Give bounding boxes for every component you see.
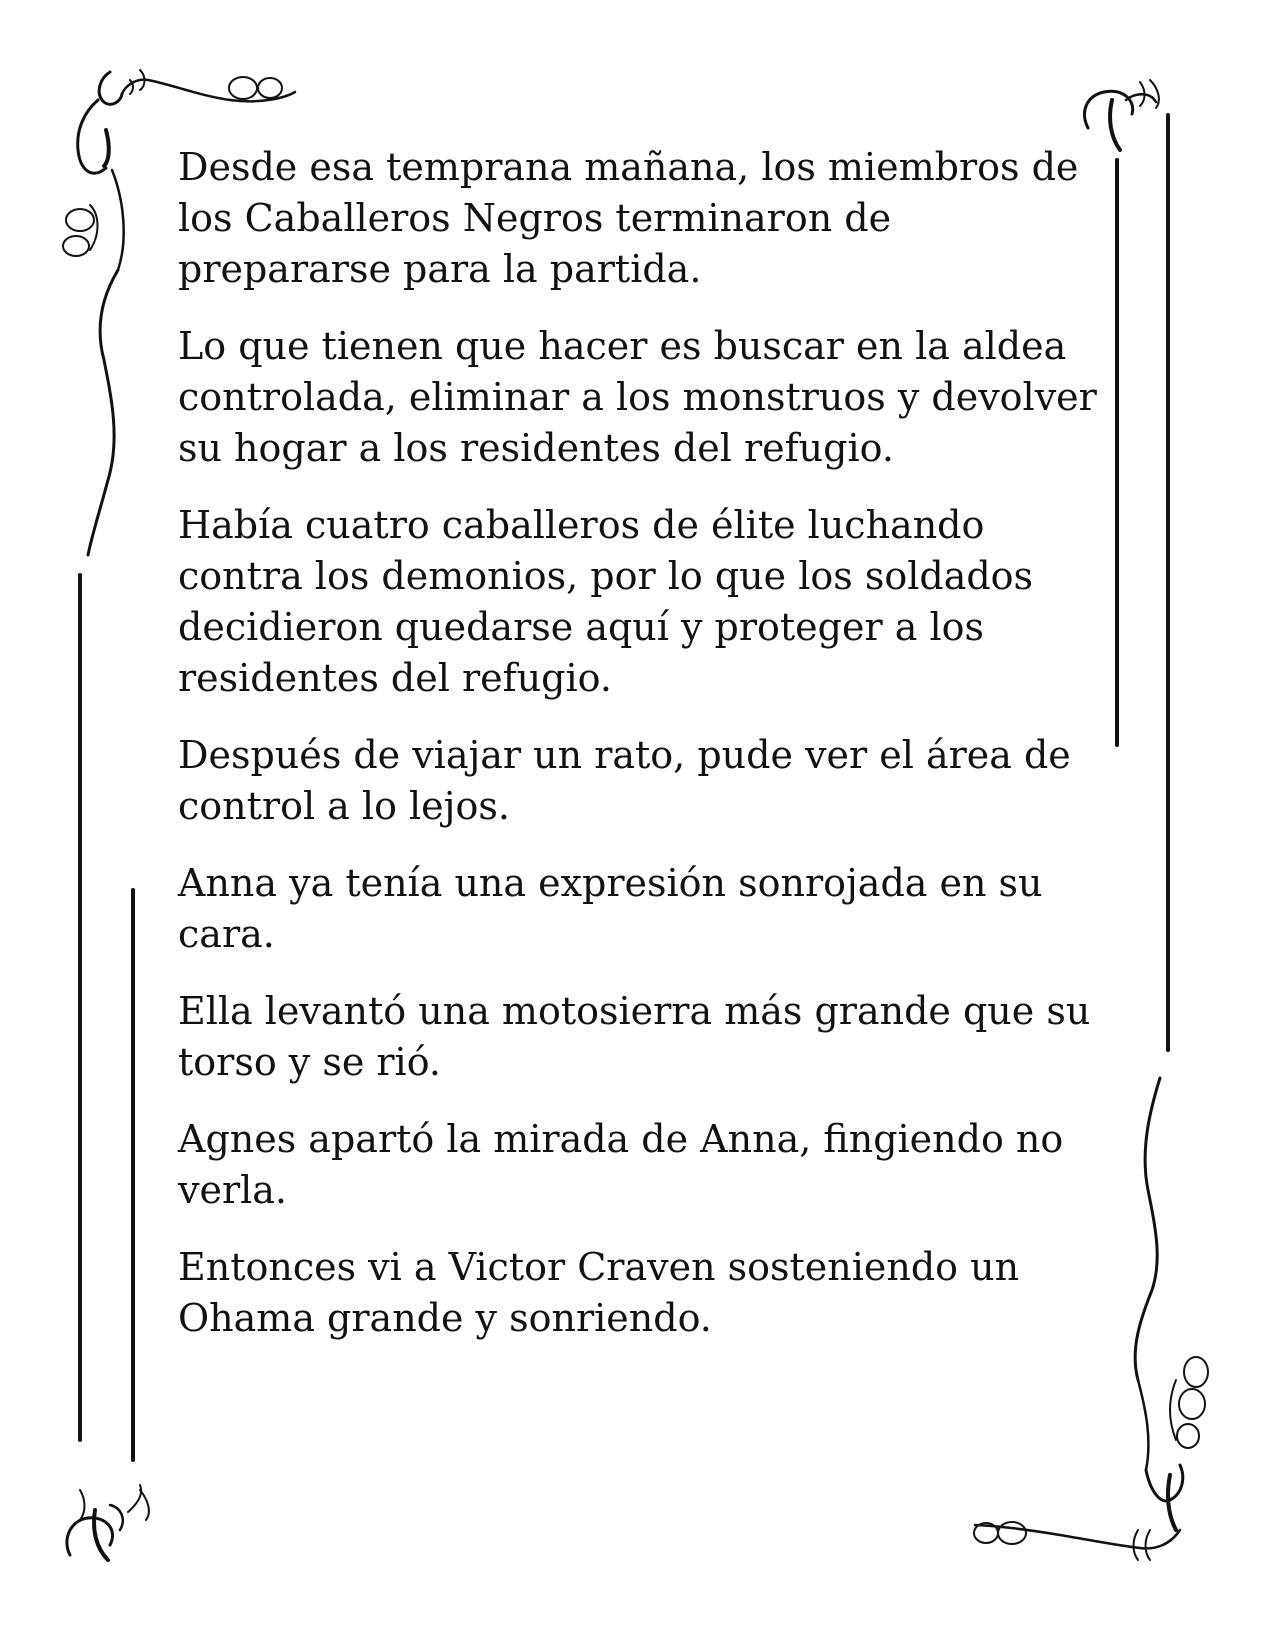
paragraph: Había cuatro caballeros de élite luchando contra los demonios, por lo que los soldados decidieron quedarse aquí y proteger a los residentes del refugio. <box>178 503 1034 700</box>
paragraph: Entonces vi a Victor Craven sosteniendo un Ohama grande y sonriendo. <box>178 1245 1020 1340</box>
body-text <box>178 142 1108 1370</box>
paragraph: Desde esa temprana mañana, los miembros de los Caballeros Negros terminaron de prepararse para la partida. <box>178 145 1079 291</box>
flourish-bottom-left-icon <box>67 1485 149 1560</box>
paragraph: Lo que tienen que hacer es buscar en la aldea controlada, eliminar a los monstruos y devolver su hogar a los residentes del refugio. <box>178 324 1097 470</box>
paragraph: Agnes apartó la mirada de Anna, fingiendo no verla. <box>178 1117 1064 1212</box>
paragraph: Después de viajar un rato, pude ver el área de control a lo lejos. <box>178 733 1071 828</box>
flourish-top-right-icon <box>1085 80 1159 150</box>
paragraph: Ella levantó una motosierra más grande que su torso y se rió. <box>178 989 1091 1084</box>
paragraph: Anna ya tenía una expresión sonrojada en su cara. <box>178 861 1043 956</box>
